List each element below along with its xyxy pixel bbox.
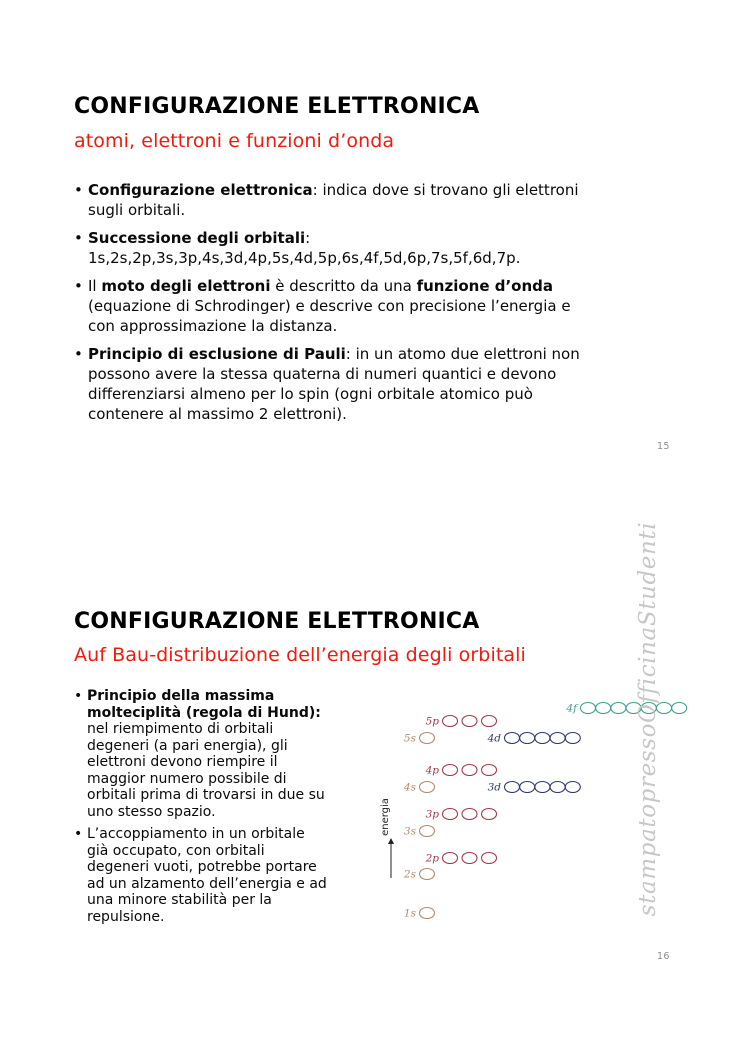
bullet-text: Principio di esclusione di Pauli: in un atomo due elettroni non possono avere la stessa quaterna di numeri quantici e devono differenziarsi almeno per lo spin (ogni orbitale atomico può contenere al massimo 2 elettroni). bbox=[88, 345, 580, 423]
bullet-text: Configurazione elettronica: indica dove si trovano gli elettroni sugli orbitali. bbox=[88, 181, 579, 219]
bullet-item bbox=[74, 344, 684, 424]
orbital-level-label: 2p bbox=[425, 852, 439, 865]
orbital-circle bbox=[482, 716, 497, 727]
orbital-circle bbox=[535, 782, 550, 793]
bullet-marker: • bbox=[74, 345, 83, 363]
orbital-circle bbox=[482, 809, 497, 820]
orbital-circle bbox=[550, 733, 565, 744]
bullet-marker: • bbox=[74, 181, 83, 199]
energy-axis-label: energia bbox=[380, 798, 391, 836]
watermark: stampatopressoOfficinaStudenti bbox=[635, 521, 661, 917]
bullet-item bbox=[74, 228, 684, 268]
orbital-circle bbox=[482, 765, 497, 776]
orbital-circle bbox=[581, 703, 596, 714]
orbital-circle bbox=[420, 826, 435, 837]
orbital-circle bbox=[565, 782, 580, 793]
orbital-circle bbox=[462, 853, 477, 864]
orbital-level-label: 5p bbox=[425, 715, 439, 728]
slide1-title: CONFIGURAZIONE ELETTRONICA bbox=[74, 94, 480, 119]
bullet-item bbox=[74, 180, 684, 220]
bullet-marker: • bbox=[74, 826, 83, 842]
orbital-level-label: 3s bbox=[403, 825, 416, 838]
orbital-circle bbox=[505, 782, 520, 793]
orbital-circle bbox=[565, 733, 580, 744]
orbital-circle bbox=[443, 809, 458, 820]
orbital-circle bbox=[462, 716, 477, 727]
orbital-level-label: 4p bbox=[425, 764, 439, 777]
bullet-marker: • bbox=[74, 229, 83, 247]
orbital-circle bbox=[611, 703, 626, 714]
bullet-item bbox=[74, 826, 404, 925]
slide2-title: CONFIGURAZIONE ELETTRONICA bbox=[74, 609, 480, 634]
orbital-circle bbox=[443, 765, 458, 776]
orbital-circle bbox=[520, 733, 535, 744]
orbital-circle bbox=[420, 869, 435, 880]
orbital-circle bbox=[443, 853, 458, 864]
bullet-text: L’accoppiamento in un orbitale già occupato, con orbitali degeneri vuoti, potrebbe portare ad un alzamento dell’energia e ad una minore stabilità per la repulsione. bbox=[87, 826, 327, 925]
orbital-circle bbox=[462, 809, 477, 820]
orbital-circle bbox=[550, 782, 565, 793]
bullet-item bbox=[74, 688, 404, 820]
orbital-circle bbox=[420, 782, 435, 793]
bullet-text: Principio della massima molteciplità (regola di Hund): nel riempimento di orbitali degeneri (a pari energia), gli elettroni devono riempire il maggior numero possibile di orbitali prima di trovarsi in due su uno stesso spazio. bbox=[87, 688, 325, 820]
orbital-circle bbox=[482, 853, 497, 864]
orbital-level-label: 4d bbox=[487, 732, 501, 745]
energy-axis-arrow-head bbox=[388, 838, 394, 844]
orbital-level-label: 4s bbox=[403, 781, 416, 794]
orbital-level-label: 4f bbox=[566, 702, 577, 715]
orbital-level-label: 5s bbox=[403, 732, 416, 745]
orbital-circle bbox=[596, 703, 611, 714]
orbital-circle bbox=[505, 733, 520, 744]
slide1-subtitle: atomi, elettroni e funzioni d’onda bbox=[74, 130, 395, 152]
orbital-level-label: 3p bbox=[425, 808, 439, 821]
orbital-level-label: 2s bbox=[403, 868, 416, 881]
slide2-bullet-list bbox=[74, 688, 404, 931]
orbital-circle bbox=[535, 733, 550, 744]
bullet-text: Successione degli orbitali: 1s,2s,2p,3s,3p,4s,3d,4p,5s,4d,5p,6s,4f,5d,6p,7s,5f,6d,7p. bbox=[88, 229, 521, 267]
orbital-circle bbox=[462, 765, 477, 776]
orbital-circle bbox=[420, 733, 435, 744]
orbital-circle bbox=[443, 716, 458, 727]
slide1-page-number: 15 bbox=[657, 441, 670, 452]
bullet-marker: • bbox=[74, 277, 83, 295]
bullet-item bbox=[74, 276, 684, 336]
orbital-level-label: 1s bbox=[403, 907, 416, 920]
bullet-marker: • bbox=[74, 688, 83, 704]
orbital-circle bbox=[420, 908, 435, 919]
orbital-circle bbox=[520, 782, 535, 793]
bullet-text: Il moto degli elettroni è descritto da una funzione d’onda (equazione di Schrodinger) e descrive con precisione l’energia e con approssimazione la distanza. bbox=[88, 277, 571, 335]
slide1-bullet-list bbox=[74, 180, 684, 432]
slide2-subtitle: Auf Bau-distribuzione dell’energia degli orbitali bbox=[74, 644, 526, 666]
orbital-circle bbox=[672, 703, 687, 714]
slide2-page-number: 16 bbox=[657, 951, 670, 962]
orbital-level-label: 3d bbox=[487, 781, 501, 794]
